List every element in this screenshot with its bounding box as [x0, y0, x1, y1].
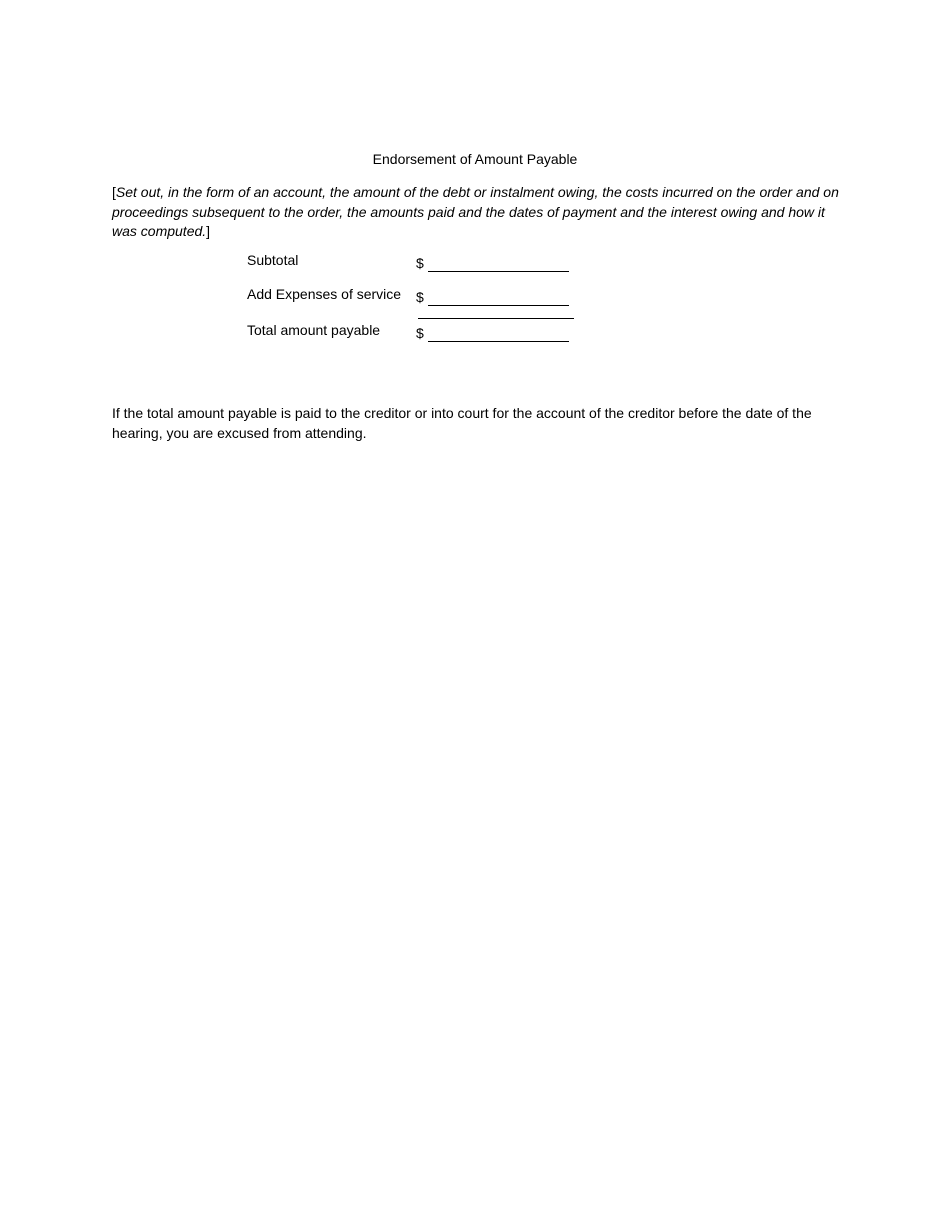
subtotal-label: Subtotal	[247, 252, 299, 268]
subtotal-row	[247, 251, 577, 273]
total-row	[247, 321, 577, 343]
notice-paragraph: If the total amount payable is paid to the creditor or into court for the account of the creditor before the date of the hearing, you are excused from attending.	[112, 405, 812, 441]
total-amount-field[interactable]	[428, 341, 569, 342]
total-currency: $	[416, 325, 424, 341]
close-bracket: ]	[206, 223, 211, 239]
document-title: Endorsement of Amount Payable	[372, 151, 578, 167]
open-bracket: [	[112, 184, 116, 200]
expenses-amount-field[interactable]	[428, 305, 569, 306]
expenses-label: Add Expenses of service	[247, 286, 402, 302]
instructions-text: Set out, in the form of an account, the amount of the debt or instalment owing, the costs incurred on the order and on proceedings subsequent to the order, the amounts paid and the dates of payment and the interest owing and how it was computed.	[112, 184, 839, 239]
total-label: Total amount payable	[247, 322, 381, 338]
subtotal-currency: $	[416, 255, 424, 271]
expenses-row	[247, 285, 577, 307]
expenses-currency: $	[416, 289, 424, 305]
sum-divider-line	[418, 318, 574, 319]
instructions-paragraph	[112, 183, 842, 242]
subtotal-amount-field[interactable]	[428, 271, 569, 272]
